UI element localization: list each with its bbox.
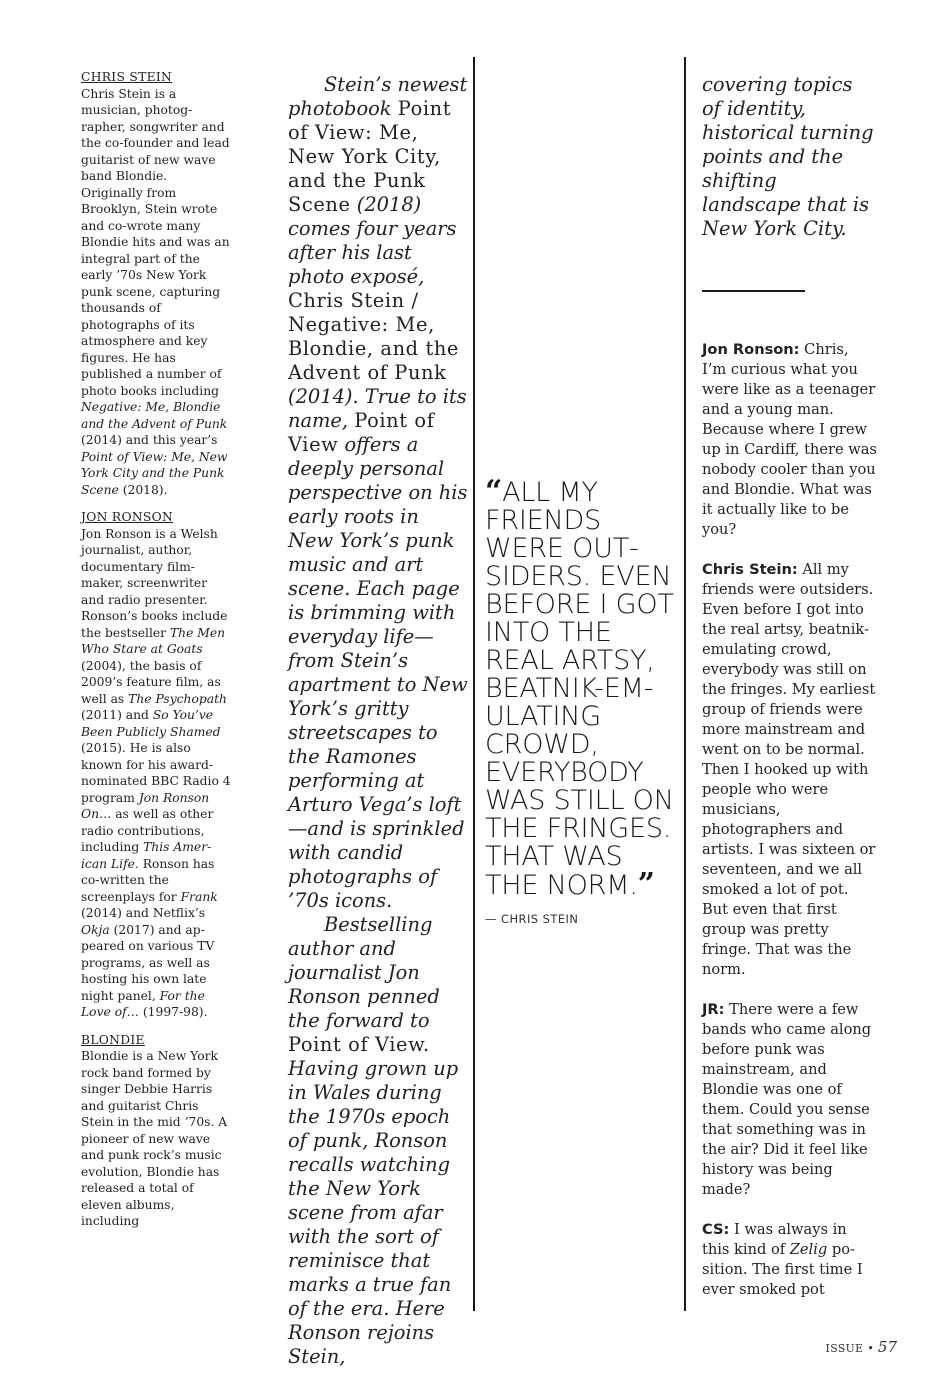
text-run: Having grown up in Wales during the 1970s epoch of punk, Ronson recalls watching the New York scene from afar with the sort of reminisce that marks a true fan of the era. Here Ronson rejoins Stein, (288, 1057, 459, 1368)
bio-jon-ronson (81, 509, 231, 1021)
bio-text (81, 86, 231, 499)
text-run: Stein’s newest photobook (288, 73, 468, 120)
column-divider (473, 57, 475, 1311)
italic-title: Zelig (789, 1241, 828, 1258)
qa-item (702, 1000, 877, 1200)
italic-title: Jon Ronson On… (81, 790, 210, 821)
close-quote-mark: ” (637, 867, 655, 902)
qa-text (702, 341, 877, 538)
book-title: Point of View: Me, New York City, and the Punk Scene (288, 97, 452, 216)
text-run: Blondie is a New York rock band formed by singer Debbie Harris and guitarist Chris Stein in the mid ’70s. A pioneer of new wave and punk rock’s music evolution, Blondie has released a total of eleven albums, including (81, 1049, 228, 1228)
text-run: (2014) and Netflix’s (81, 906, 206, 920)
bio-chris-stein (81, 69, 231, 498)
text-run: Jon Ronson is a Welsh journalist, author, documentary filmmaker, screenwriter and radio presenter. Ronson’s books include the bestseller (81, 526, 228, 640)
qa-speaker: Jon Ronson: (702, 341, 800, 358)
italic-title: So You’ve Been Publicly Shamed (81, 708, 221, 739)
text-run: (1997-98). (138, 1005, 208, 1019)
qa-item (702, 340, 877, 540)
text-run: All my friends were outsiders. Even before I got into the real artsy, beatnik-emulating crowd, everybody was still on the fringes. My earliest group of friends were more mainstream and went on to be normal. Then I hooked up with people who were musicians, photographers and artists. I was sixteen or seventeen, and we all smoked a lot of pot. But even that first group was pretty fringe. That was the norm. (702, 561, 876, 978)
italic-title: Negative: Me, Blondie and the Advent of Punk (81, 400, 228, 431)
text-run: as well as other radio contributions, including (81, 807, 214, 854)
text-run: Chris, I’m curious what you were like as a teenager and a young man. Because where I grew up in Cardiff, there was nobody cooler than you and Blondie. What was it actually like to be you? (702, 341, 877, 538)
open-quote-mark: “ (485, 474, 503, 509)
bio-heading: JON RONSON (81, 510, 174, 524)
section-rule (702, 290, 805, 292)
book-title: Chris Stein / Negative: Me, Blondie, and the Advent of Punk (288, 289, 460, 384)
qa-speaker: Chris Stein: (702, 561, 798, 578)
book-title: Point of View. (288, 1033, 430, 1056)
text-run: (2018). (118, 482, 168, 497)
bio-column (81, 69, 231, 1241)
italic-title: Frank (180, 889, 218, 904)
text-run: offers a deeply personal perspective on his early roots in New York’s punk music and art scene. Each page is brimming with everyday life—from Stein’s apartment to New York’s gritty streetscapes to the Ramones performing at Arturo Vega’s loft—and is sprinkled with candid photographs of ’70s icons. (288, 433, 468, 912)
intro-text (288, 73, 468, 1369)
page-footer (826, 1337, 897, 1356)
italic-title: For the Love of… (81, 988, 205, 1019)
text-run: (2015). He is also known for his award-nominated BBC Radio 4 program (81, 741, 231, 805)
italic-title: The Psychopath (128, 691, 227, 706)
text-run: There were a few bands who came along before punk was mainstream, and Blondie was one of them. Could you sense that something was in the air? Did it feel like history was being made? (702, 1001, 872, 1198)
italic-title: Point of View: Me, New York City and the Punk Scene (81, 449, 228, 497)
qa-item (702, 1220, 877, 1300)
italic-title: This American Life (81, 840, 212, 871)
text-run: (2018) comes four years after his last photo exposé, (288, 193, 457, 288)
bio-text (81, 1048, 231, 1230)
issue-label: ISSUE (825, 1342, 864, 1355)
footer-separator: • (867, 1342, 874, 1355)
italic-title: The Men Who Stare at Goats (81, 625, 226, 656)
qa-item (702, 560, 877, 980)
qa-text (702, 561, 875, 978)
book-title: Point of View (288, 409, 435, 456)
italic-title: Okja (81, 922, 110, 937)
intro-column (288, 73, 468, 1369)
text-run: Chris Stein is a musician, photographer, songwriter and the co-founder and lead guitarist of new wave band Blondie. Originally from Brooklyn, Stein wrote and co-wrote many Blondie hits and was an integral part of the early ’70s New York punk scene, capturing thousands of photographs of its atmosphere and key figures. He has published a number of photo books including (81, 86, 230, 398)
bio-heading: BLONDIE (81, 1032, 145, 1047)
interview-column (702, 73, 877, 1320)
qa-speaker: JR: (702, 1001, 725, 1018)
text-run: (2014) and this year’s (81, 433, 218, 447)
pull-quote-body: ALL MY FRIENDS WERE OUTSIDERS. EVEN BEFORE I GOT INTO THE REAL ARTSY, BEATNIK-EMULATING CROWD, EVERYBODY WAS STILL ON THE FRINGES. THAT WAS THE NORM. (485, 477, 674, 901)
bio-text (81, 526, 231, 1021)
interview-intro: covering topics of identity, historical turning points and the shifting landscape that is New York City. (702, 73, 874, 240)
pull-quote (485, 474, 680, 926)
text-run: (2014). True to its name, (288, 385, 467, 432)
text-run: position. The first time I ever smoked pot (702, 1241, 863, 1298)
bio-blondie (81, 1032, 231, 1230)
pull-quote-attribution: — CHRIS STEIN (485, 912, 579, 926)
qa-text (702, 1001, 871, 1198)
text-run: Bestselling author and journalist Jon Ronson penned the forward to (288, 913, 440, 1032)
text-run: (2017) and appeared on various TV programs, as well as hosting his own late night panel, (81, 922, 215, 1003)
column-divider (684, 57, 686, 1311)
qa-list (702, 340, 877, 1300)
pull-quote-text (485, 474, 680, 902)
text-run: (2004), the basis of 2009’s feature film, as well as (81, 658, 221, 706)
qa-speaker: CS: (702, 1221, 730, 1238)
text-run: (2011) and (81, 708, 153, 722)
bio-heading: CHRIS STEIN (81, 70, 173, 84)
text-run: I was always in this kind of (702, 1221, 847, 1258)
page-number: 57 (877, 1338, 897, 1356)
text-run: . Ronson has co-written the screenplays for (81, 856, 215, 904)
